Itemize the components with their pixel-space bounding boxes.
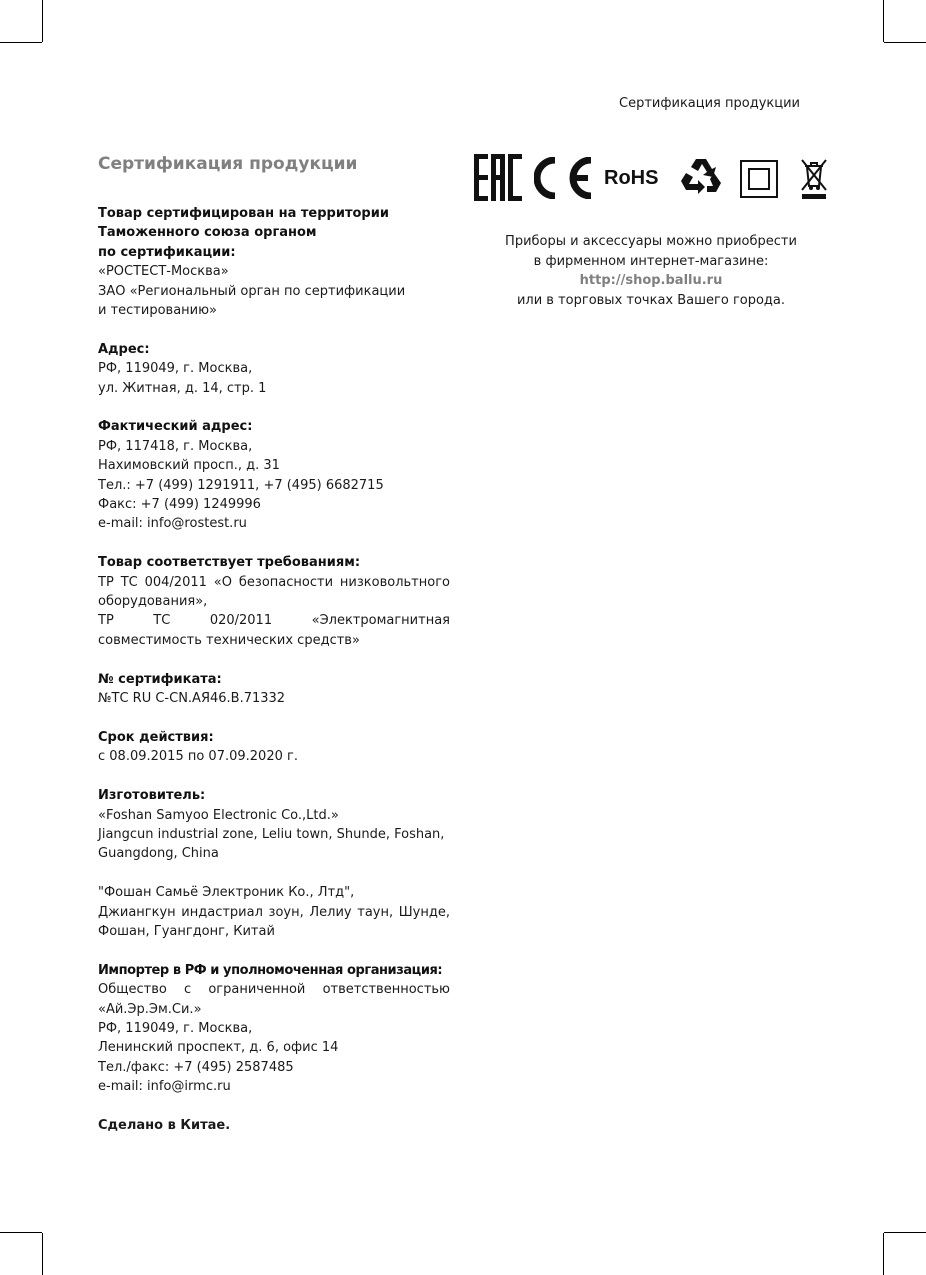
manufacturer-section	[98, 786, 450, 864]
section-line: РФ, 119049, г. Москва,	[98, 361, 253, 377]
section-label: Фактический адрес:	[98, 419, 253, 435]
section-label: Изготовитель:	[98, 788, 206, 804]
section-label: по сертификации:	[98, 244, 236, 260]
running-title: Сертификация продукции	[619, 96, 800, 111]
section-label: Срок действия:	[98, 729, 214, 745]
section-label: № сертификата:	[98, 671, 222, 687]
section-line: Нахимовский просп., д. 31	[98, 458, 280, 474]
shop-info	[476, 232, 826, 310]
section-label: Товар соответствует требованиям:	[98, 555, 361, 571]
crop-mark	[0, 42, 42, 43]
section-line: e-mail: info@rostest.ru	[98, 516, 247, 532]
shop-line: или в торговых точках Вашего города.	[516, 292, 786, 308]
section-line: РФ, 119049, г. Москва,	[98, 1020, 253, 1036]
crop-mark	[0, 1232, 42, 1233]
ce-mark-icon	[534, 157, 600, 199]
importer-section	[98, 961, 450, 1097]
crop-mark	[883, 1233, 884, 1275]
section-line: Ленинский проспект, д. 6, офис 14	[98, 1040, 339, 1056]
weee-crossed-bin-icon	[800, 158, 828, 200]
section-line: №ТС RU C-CN.АЯ46.В.71332	[98, 691, 286, 707]
certification-column	[98, 152, 450, 1135]
section-line: Факс: +7 (499) 1249996	[98, 497, 261, 513]
section-line: с 08.09.2015 по 07.09.2020 г.	[98, 749, 298, 765]
section-line: Тел./факс: +7 (495) 2587485	[98, 1059, 294, 1075]
double-insulation-icon	[740, 160, 778, 198]
validity-section	[98, 728, 450, 767]
section-line: РФ, 117418, г. Москва,	[98, 438, 253, 454]
section-line: Jiangcun industrial zone, Leliu town, Shunde, Foshan, Guangdong, China	[98, 826, 445, 862]
made-in-note: Сделано в Китае.	[98, 1117, 231, 1133]
shop-line: в фирменном интернет-магазине:	[533, 253, 769, 269]
page-title: Сертификация продукции	[98, 154, 358, 174]
rohs-mark-icon: RoHS	[604, 167, 659, 189]
certification-marks	[474, 153, 830, 201]
section-line: ЗАО «Региональный орган по сертификации	[98, 283, 406, 299]
crop-mark	[884, 42, 926, 43]
shop-url-link[interactable]: http://shop.ballu.ru	[579, 273, 723, 288]
section-line: и тестированию»	[98, 303, 217, 319]
certificate-number-section	[98, 670, 450, 709]
section-line: ТР ТС 020/2011 «Электромагнитная совместимость технических средств»	[98, 613, 450, 648]
address-section	[98, 340, 450, 398]
requirements-section	[98, 553, 450, 650]
section-line: "Фошан Самьё Электроник Ко., Лтд",	[98, 885, 355, 901]
section-line: «РОСТЕСТ-Москва»	[98, 264, 229, 280]
section-line: Джиангкун индастриал зоун, Лелиу таун, Шунде, Фошан, Гуангдонг, Китай	[98, 904, 450, 939]
shop-line: Приборы и аксессуары можно приобрести	[505, 234, 797, 249]
recycle-icon	[680, 157, 722, 197]
crop-mark	[883, 0, 884, 42]
section-line: Тел.: +7 (499) 1291911, +7 (495) 6682715	[98, 477, 384, 493]
section-line: «Foshan Samyoo Electronic Co.,Ltd.»	[98, 807, 339, 823]
section-line: e-mail: info@irmc.ru	[98, 1079, 231, 1095]
crop-mark	[884, 1232, 926, 1233]
section-label: Импортер в РФ и уполномоченная организация:	[98, 962, 443, 978]
crop-mark	[42, 1233, 43, 1275]
section-line: Общество с ограниченной ответственностью «Ай.Эр.Эм.Си.»	[98, 982, 450, 1017]
section-line: ТР ТС 004/2011 «О безопасности низковольтного оборудования»,	[98, 574, 450, 610]
certification-body-section	[98, 204, 450, 320]
eac-mark-icon	[474, 154, 524, 201]
manufacturer-russian-section	[98, 883, 450, 941]
actual-address-section	[98, 417, 450, 533]
crop-mark	[42, 0, 43, 42]
section-label: Таможенного союза органом	[98, 225, 317, 241]
section-label: Адрес:	[98, 341, 150, 357]
section-line: ул. Житная, д. 14, стр. 1	[98, 380, 267, 396]
section-label: Товар сертифицирован на территории	[98, 206, 389, 221]
